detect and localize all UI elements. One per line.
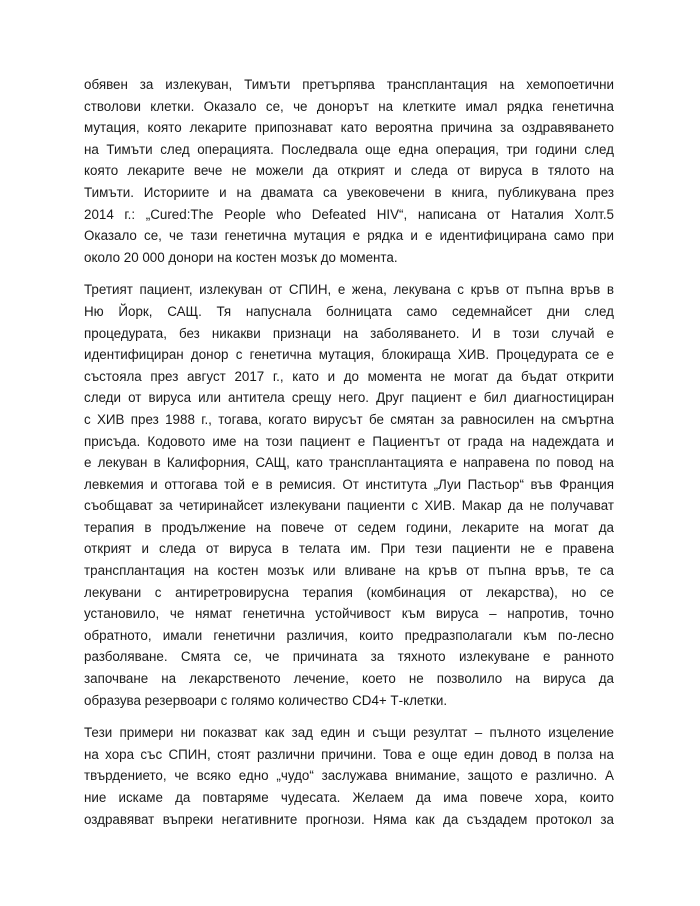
text-line: идентифициран донор с генетична мутация, блокираща ХИВ. Процедурата се е — [84, 347, 614, 363]
text-line: открият и следа от вируса в телата им. При тези пациенти не е правена — [84, 541, 614, 557]
text-line: лекувани с антиретровирусна терапия (комбинация от лекарства), но се — [84, 584, 614, 600]
text-line: обявен за излекуван, Тимъти претърпява трансплантация на хемопоетични — [84, 77, 614, 92]
text-line: Тези примери ни показват как зад един и същи резултат – пълното изцеление — [84, 725, 614, 741]
text-line: съобщават за четиринайсет излекувани пациенти с ХИВ. Макар да не получават — [84, 498, 614, 514]
paragraph-timothy — [84, 74, 614, 268]
text-line: на Тимъти след операцията. Последвала още една операция, три години след — [84, 141, 614, 157]
text-line: е лекуван в Калифорния, САЩ, като трансплантацията е направена по повод на — [84, 455, 614, 471]
text-line: 2014 г.: „Cured:The People who Defeated HIV“, написана от Наталия Холт.5 — [84, 206, 614, 222]
text-line: процедурата, без никакви признаци на заболяването. И в този случай е — [84, 325, 614, 341]
text-line: Ню Йорк, САЩ. Тя напуснала болницата само седемнайсет дни след — [84, 303, 614, 319]
text-line: терапия в продължение на повече от седем години, лекарите на могат да — [84, 519, 614, 535]
text-line: състояла през август 2017 г., като и до момента не могат да бъдат открити — [84, 368, 614, 384]
text-line: твърдението, че всяко едно „чудо“ заслужава внимание, защото е различно. А — [84, 768, 614, 784]
text-line: която лекарите вече не можели да открият и следа от вируса в тялото на — [84, 163, 614, 179]
text-line: на хора със СПИН, стоят различни причини. Това е още един довод в полза на — [84, 746, 614, 762]
text-line: мутация, която лекарите припознават като вероятна причина за оздравяването — [84, 120, 614, 136]
text-line: Третият пациент, излекуван от СПИН, е жена, лекувана с кръв от пъпна връв в — [84, 282, 614, 298]
text-line: разболяване. Смята се, че причината за тяхното излекуване е ранното — [84, 649, 614, 665]
text-line: стволови клетки. Оказало се, че донорът на клетките имал рядка генетична — [84, 98, 614, 114]
text-line: образува резервоари с голямо количество CD4+ Т-клетки. — [84, 692, 448, 708]
paragraph-third-patient — [84, 279, 614, 711]
text-line: ние искаме да повтаряме чудесата. Желаем да има повече хора, които — [84, 790, 614, 805]
document-body — [84, 74, 614, 841]
text-line: обратното, имали генетични различия, които предразполагали към по-лесно — [84, 627, 614, 643]
text-line: Оказало се, че тази генетична мутация е рядка и е идентифицирана само при — [84, 228, 614, 244]
text-line: левкемия и оттогава той е в ремисия. От института „Луи Пастьор“ във Франция — [84, 476, 614, 492]
text-line: присъда. Кодовото име на този пациент е Пациентът от града на надеждата и — [84, 433, 614, 449]
text-line: започване на лекарственото лечение, което не позволило на вируса да — [84, 671, 614, 687]
text-line: с ХИВ през 1988 г., тогава, когато вирусът бе смятан за равносилен на смъртна — [84, 411, 614, 427]
text-line: трансплантация на костен мозък или вливане на кръв от пъпна връв, те са — [84, 563, 614, 579]
text-line: оздравяват въпреки негативните прогнози. Няма как да създадем протокол за — [84, 811, 614, 827]
text-line: следи от вируса или антитела срещу него. Друг пациент е бил диагностициран — [84, 390, 614, 406]
paragraph-conclusion — [84, 722, 614, 830]
text-line: установило, че нямат генетична устойчивост към вируса – напротив, точно — [84, 606, 614, 622]
text-line: Тимъти. Историите и на двамата са увековечени в книга, публикувана през — [84, 184, 614, 200]
text-line: около 20 000 донори на костен мозък до момента. — [84, 249, 398, 265]
